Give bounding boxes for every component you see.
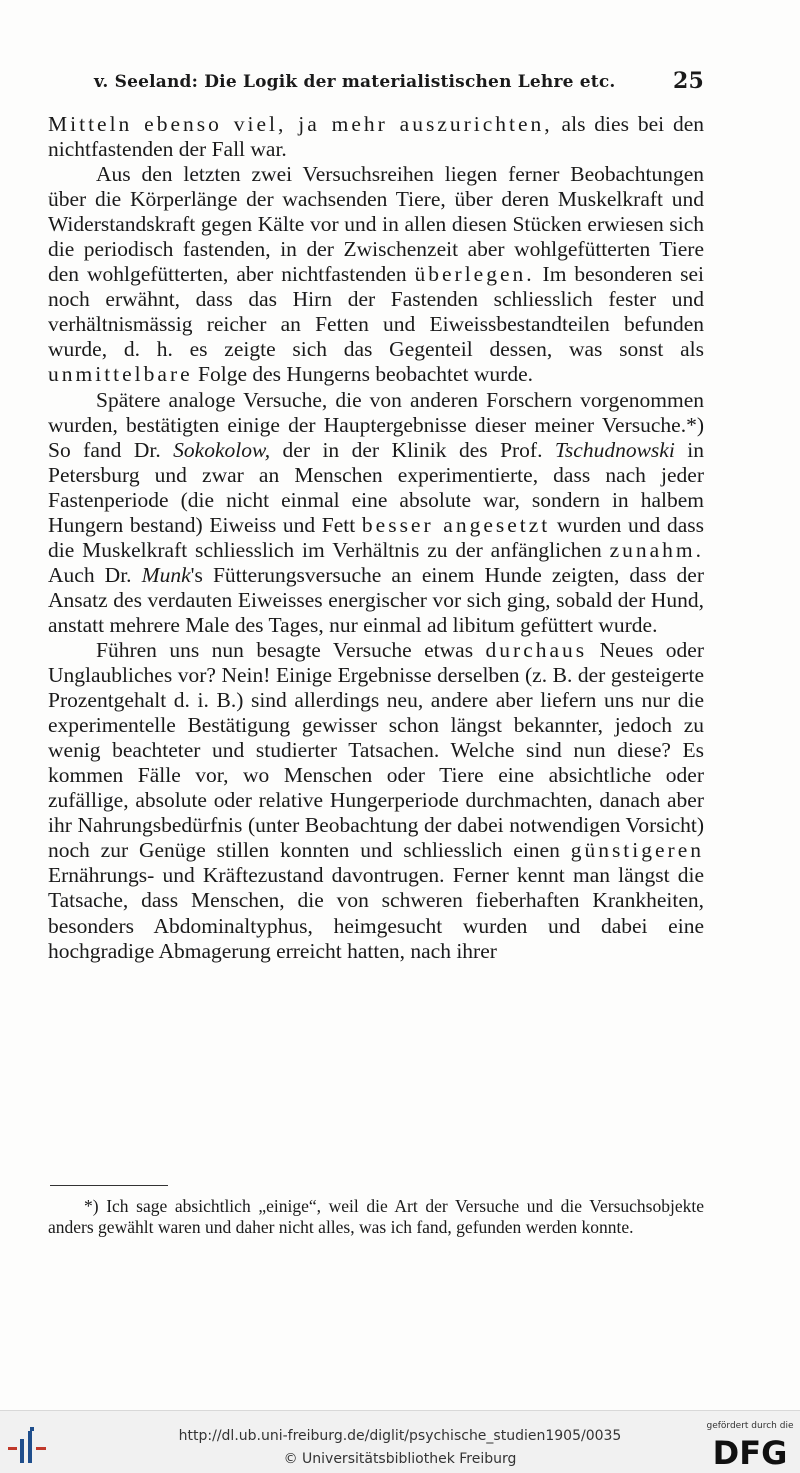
text-run: Führen uns nun besagte Versuche etwas — [96, 637, 486, 662]
spaced-emphasis: zunahm. — [609, 537, 704, 562]
spaced-emphasis: durchaus — [485, 637, 588, 662]
text-run: in Petersburg und zwar an Menschen experimentierte, dass nach jeder Fastenperiode (die nicht einmal eine absolute war, sondern in halbem Hungern bestand) Eiweiss und Fett — [48, 437, 704, 537]
text-run: der in der Klinik des Prof. — [270, 437, 555, 462]
text-run: Aus den letzten zwei Versuchsreihen liegen ferner Beobachtungen über die Körperlänge der wachsenden Tiere, über deren Muskelkraft und Widerstandskraft gegen Kälte vor und in allen diesen Stücken erwiesen sich die periodisch fastenden, in der Zwischenzeit aber wohlgefütterten Tiere den wohlgefütterten, aber nichtfastenden — [48, 162, 704, 287]
dfg-logo-icon[interactable] — [706, 1435, 794, 1469]
text-run: Im besonderen sei noch erwähnt, dass das Hirn der Fastenden schliesslich fester und verhältnismässig reicher an Fetten und Eiweissbestandteilen befunden wurde, d. h. es zeigte sich das Gegenteil dessen, was sonst als — [48, 262, 705, 362]
permalink-url[interactable]: http://dl.ub.uni-freiburg.de/diglit/psychische_studien1905/0035 — [178, 1428, 622, 1444]
text-run: Folge des Hungerns beobachtet wurde. — [192, 362, 533, 387]
italic-name: Munk — [141, 562, 191, 587]
spaced-emphasis: unmittelbare — [48, 362, 193, 387]
footnote-divider — [50, 1185, 168, 1186]
italic-name: Tschudnowski — [554, 437, 675, 462]
paragraph-2 — [48, 162, 704, 387]
italic-name: Sokokolow, — [173, 437, 271, 462]
running-header — [48, 70, 704, 100]
viewer-footer — [0, 1410, 800, 1473]
running-title: v. Seeland: Die Logik der materialistischen Lehre etc. — [94, 72, 616, 92]
text-run: Neues oder Unglaubliches vor? Nein! Einige Ergebnisse derselben (z. B. der gesteigerte Prozentgehalt d. i. B.) sind allerdings neu, andere aber liefern uns nur die experimentelle Bestätigung gewisser schon längst bekannter, jedoch zu wenig beachteter und studierter Tatsachen. Welche sind nun diese? Es kommen Fälle vor, wo Menschen oder Tiere eine absichtliche oder zufällige, absolute oder relative Hungerperiode durchmachten, danach aber ihr Nahrungsbedürfnis (unter Beobachtung der dabei notwendigen Vorsicht) noch zur Genüge stillen konnten und schliesslich einen — [48, 637, 704, 863]
page-number: 25 — [672, 68, 704, 94]
text-run: 's Fütterungsversuche an einem Hunde zeigten, dass der Ansatz des verdauten Eiweisses energischer vor sich ging, sobald der Hund, anstatt mehrere Male des Tages, nur einmal ad libitum gefüttert wurde. — [48, 562, 704, 637]
text-run: Auch Dr. — [48, 562, 142, 587]
dfg-logo-text: DFG — [712, 1435, 788, 1469]
paragraph-1 — [48, 112, 704, 162]
spaced-emphasis: Mitteln ebenso viel, ja mehr auszurichten, — [48, 112, 553, 136]
paragraph-4 — [48, 638, 704, 964]
text-run: wurden und dass die Muskelkraft schliesslich im Verhältnis zu der anfänglichen — [48, 512, 704, 562]
footnote — [48, 1196, 704, 1238]
spaced-emphasis: überlegen. — [414, 262, 535, 287]
spaced-emphasis: günstigeren — [570, 838, 704, 863]
text-run: Ernährungs- und Kräftezustand davontrugen. Ferner kennt man längst die Tatsache, dass Menschen, die von schweren fieberhaften Krankheiten, besonders Abdominaltyphus, heimgesucht wurden und dabei eine hochgradige Abmagerung erreicht hatten, nach ihrer — [48, 863, 704, 963]
paragraph-3 — [48, 388, 704, 638]
dfg-caption: gefördert durch die — [706, 1421, 794, 1431]
main-text — [48, 112, 704, 964]
text-run: Spätere analoge Versuche, die von anderen Forschern vorgenommen wurden, bestätigten einige der Hauptergebnisse dieser meiner Versuche.*) So fand Dr. — [48, 387, 704, 462]
text-run: als dies bei den nichtfastenden der Fall war. — [48, 112, 704, 162]
copyright-notice: © Universitätsbibliothek Freiburg — [283, 1451, 517, 1467]
footnote-text: *) Ich sage absichtlich „einige“, weil die Art der Versuche und die Versuchsobjekte anders gewählt waren und daher nicht alles, was ich fand, gefunden werden konnte. — [48, 1196, 704, 1237]
spaced-emphasis: besser angesetzt — [361, 512, 551, 537]
